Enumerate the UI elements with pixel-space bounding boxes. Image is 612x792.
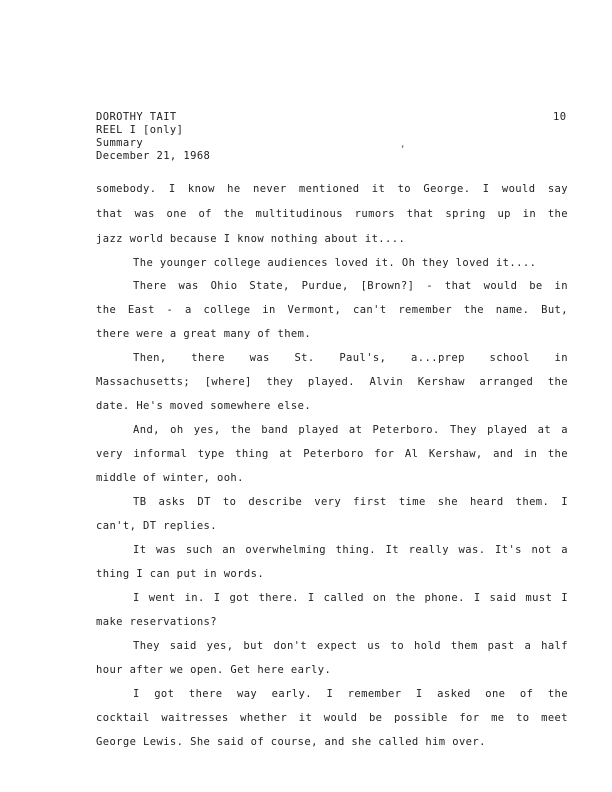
text-line: that was one of the multitudinous rumors that spring up in the [96,208,568,220]
text-line: It was such an overwhelming thing. It really was. It's not a [133,544,568,556]
text-line: The younger college audiences loved it. Oh they loved it.... [133,257,537,269]
text-line: Then, there was St. Paul's, a...prep school in [133,352,568,364]
text-line: I got there way early. I remember I asked one of the [133,688,568,700]
text-line: TB asks DT to describe very first time she heard them. I [133,496,568,508]
text-line: They said yes, but don't expect us to hold them past a half [133,640,568,652]
text-line: jazz world because I know nothing about it.... [96,233,406,245]
text-line: middle of winter, ooh. [96,472,244,484]
text-line: make reservations? [96,616,217,628]
text-line: there were a great many of them. [96,328,312,340]
header-date: December 21, 1968 [96,150,211,162]
header-reel: REEL I [only] [96,124,184,136]
text-line: somebody. I know he never mentioned it to George. I would say [96,183,568,195]
text-line: thing I can put in words. [96,568,265,580]
text-line: can't, DT replies. [96,520,217,532]
text-line: There was Ohio State, Purdue, [Brown?] - that would be in [133,280,568,292]
text-line: Massachusetts; [where] they played. Alvin Kershaw arranged the [96,376,568,388]
page-number: 10 [553,111,567,123]
text-line: date. He's moved somewhere else. [96,400,312,412]
text-line: I went in. I got there. I called on the phone. I said must I [133,592,568,604]
text-line: the East - a college in Vermont, can't remember the name. But, [96,304,568,316]
text-line: George Lewis. She said of course, and she called him over. [96,736,486,748]
stray-mark: , [400,140,406,150]
text-line: And, oh yes, the band played at Peterboro. They played at a [133,424,568,436]
text-line: cocktail waitresses whether it would be possible for me to meet [96,712,568,724]
header-type: Summary [96,137,144,149]
text-line: hour after we open. Get here early. [96,664,332,676]
text-line: very informal type thing at Peterboro for Al Kershaw, and in the [96,448,568,460]
header-name: DOROTHY TAIT [96,111,177,123]
